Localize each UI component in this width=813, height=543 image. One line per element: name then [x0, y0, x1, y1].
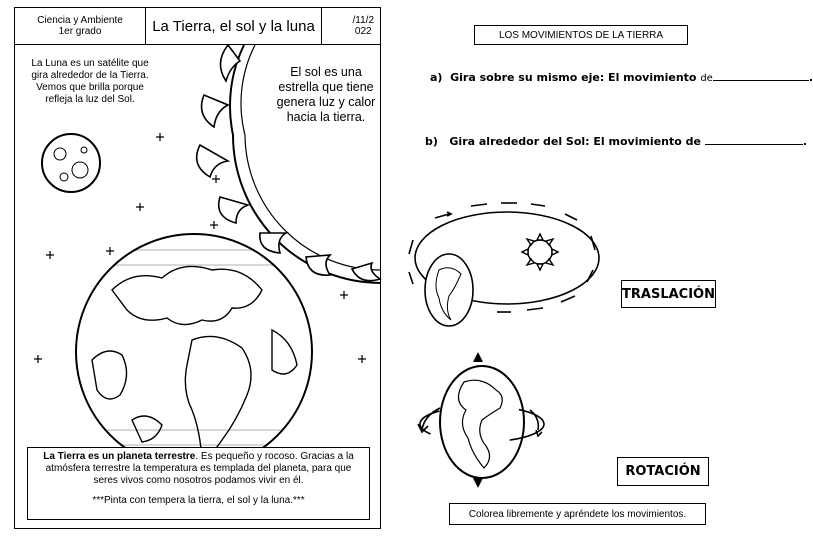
earth-illustration: [72, 230, 322, 450]
rotation-diagram: [412, 350, 552, 490]
subject-label: Ciencia y Ambiente: [37, 15, 123, 26]
worksheet-header: [14, 7, 381, 45]
movements-title: LOS MOVIMIENTOS DE LA TIERRA: [474, 25, 688, 45]
date-part-1: /11/2: [352, 15, 374, 26]
question-b-text: Gira alrededor del Sol: El movimiento de: [449, 135, 701, 148]
rotacion-label: ROTACIÓN: [617, 457, 709, 486]
question-a: a) Gira sobre su mismo eje: El movimiento de .: [430, 71, 813, 84]
earth-small-icon: [425, 254, 473, 326]
question-b-prefix: b): [425, 135, 438, 148]
question-a-text: Gira sobre su mismo eje: El movimiento: [450, 71, 697, 84]
question-a-de: de: [700, 73, 713, 84]
question-a-prefix: a): [430, 71, 443, 84]
date-part-2: 022: [354, 26, 372, 37]
earth-description-rest: . Es pequeño y rocoso. Gracias a la atmósfera terrestre la temperatura es templada del planeta, para que seres vivos como nosotros podamos vivir en él.: [45, 451, 354, 486]
moon-description: La Luna es un satélite que gira alrededor de la Tierra. Vemos que brilla porque refleja la luz del Sol.: [31, 58, 149, 105]
answer-blank-b[interactable]: [705, 134, 803, 145]
coloring-instruction: Colorea libremente y apréndete los movimientos.: [449, 503, 706, 525]
answer-blank-a[interactable]: [713, 70, 809, 81]
sun-description: El sol es una estrella que tiene genera luz y calor hacia la tierra.: [276, 65, 376, 124]
grade-label: 1er grado: [58, 26, 102, 37]
earth-description: [33, 451, 364, 487]
painting-instruction: ***Pinta con tempera la tierra, el sol y la luna.***: [92, 495, 305, 506]
sun-icon: [522, 234, 558, 270]
worksheet-title: La Tierra, el sol y la luna: [146, 8, 322, 44]
translation-diagram: [405, 200, 605, 340]
subject-cell: [15, 8, 146, 44]
earth-description-bold: La Tierra es un planeta terrestre: [43, 451, 196, 462]
question-b: b) Gira alrededor del Sol: El movimiento de .: [425, 135, 808, 148]
date-cell: [322, 8, 380, 44]
traslacion-label: TRASLACIÓN: [621, 280, 716, 308]
earth-description-box: [27, 447, 370, 520]
